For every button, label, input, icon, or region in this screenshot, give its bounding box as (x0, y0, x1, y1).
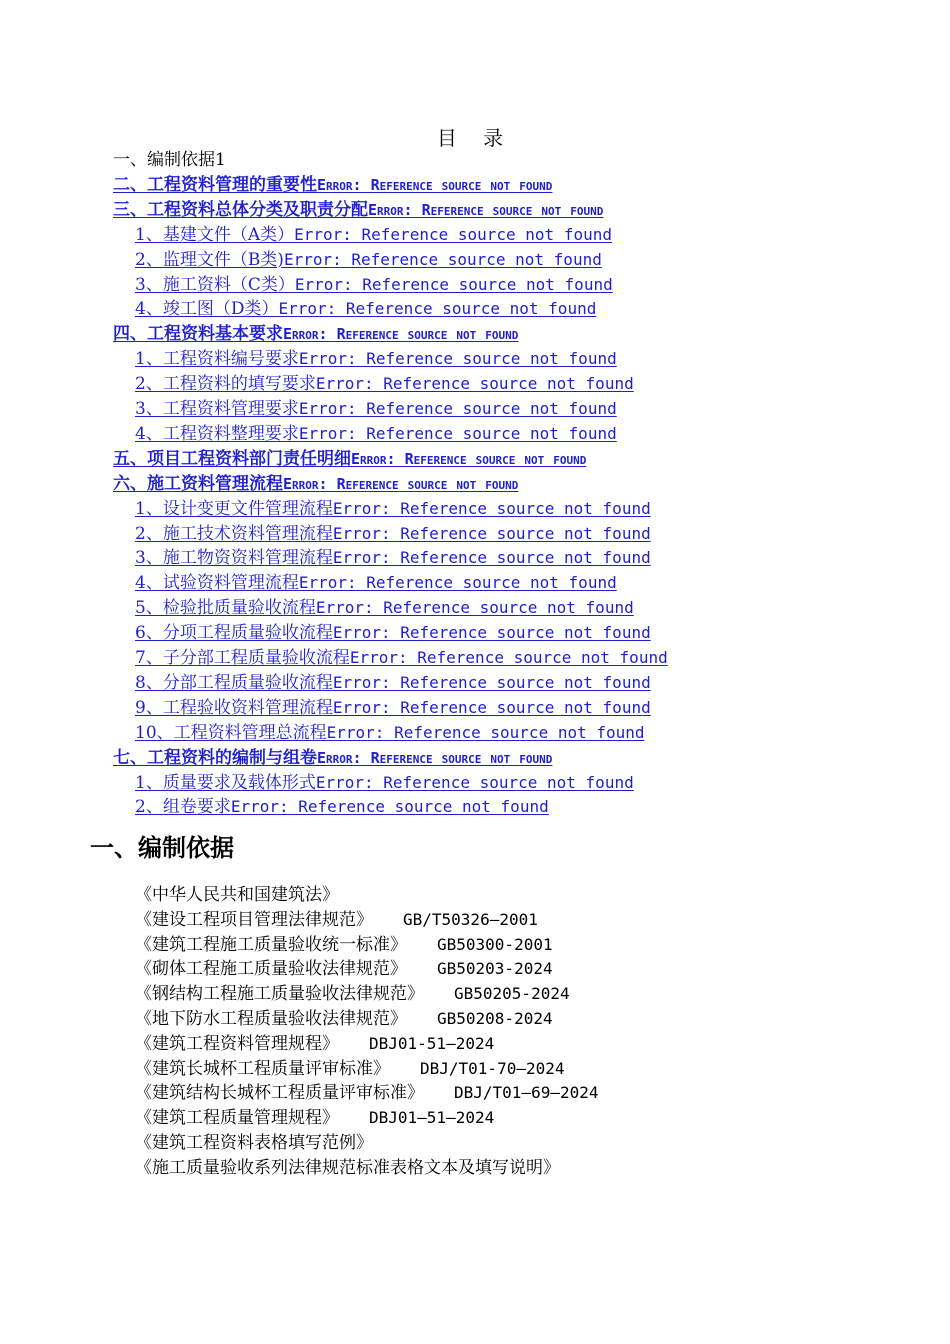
toc-entry-page-ref: Error: Reference source not found (278, 299, 597, 319)
toc-entry-title: 1、质量要求及载体形式 (135, 772, 316, 793)
toc-entry-title: 5、检验批质量验收流程 (135, 598, 316, 619)
reference-code: GB50205-2024 (454, 984, 570, 1004)
toc-entry-title: 1、设计变更文件管理流程 (135, 498, 333, 519)
reference-code: DBJ/T01-70—2024 (420, 1058, 565, 1078)
reference-item (135, 957, 553, 981)
reference-item (135, 1032, 494, 1056)
toc-entry-page-ref: Error: Reference source not found (326, 722, 645, 742)
reference-item (135, 1057, 565, 1081)
toc-entry-page-ref: Error: Reference source not found (351, 449, 587, 468)
toc-entry-page-ref: Error: Reference source not found (298, 423, 617, 443)
toc-entry-title: 8、分部工程质量验收流程 (135, 672, 333, 693)
toc-entry-page-ref: Error: Reference source not found (332, 697, 651, 717)
reference-item (135, 982, 570, 1006)
reference-code: DBJ/T01—69—2024 (454, 1083, 599, 1103)
reference-item (135, 933, 553, 957)
toc-entry-page-ref: Error: Reference source not found (332, 523, 651, 543)
toc-entry-page-ref: Error: Reference source not found (283, 249, 602, 269)
toc-entry[interactable] (135, 347, 617, 371)
reference-name: 《中华人民共和国建筑法》 (135, 885, 339, 905)
toc-entry[interactable] (135, 372, 634, 396)
reference-name: 《砌体工程施工质量验收法律规范》 (135, 959, 407, 980)
toc-entry[interactable] (135, 621, 651, 645)
toc-entry[interactable] (135, 646, 668, 670)
toc-entry[interactable] (113, 472, 518, 496)
toc-entry-title: 7、子分部工程质量验收流程 (135, 648, 350, 668)
toc-entry-title: 1、工程资料编号要求 (135, 349, 299, 370)
toc-entry-title: 四、工程资料基本要求 (113, 324, 283, 345)
reference-code: GB50203-2024 (437, 959, 553, 979)
reference-item (135, 1007, 553, 1031)
reference-name: 《施工质量验收系列法律规范标准表格文本及填写说明》 (135, 1157, 560, 1178)
reference-code: GB50208-2024 (437, 1009, 553, 1028)
reference-name: 《建筑工程资料表格填写范例》 (135, 1133, 373, 1153)
reference-name: 《建筑结构长城杯工程质量评审标准》 (135, 1083, 424, 1104)
toc-entry-title: 二、工程资料管理的重要性 (113, 174, 317, 195)
toc-entry[interactable] (135, 223, 612, 247)
toc-entry[interactable] (135, 696, 651, 720)
toc-entry[interactable] (135, 771, 634, 795)
toc-entry[interactable] (113, 322, 518, 346)
toc-entry[interactable] (135, 522, 651, 546)
reference-code: GB/T50326—2001 (403, 909, 538, 929)
toc-entry-title: 3、施工物资资料管理流程 (135, 548, 333, 569)
toc-entry-page-ref: Error: Reference source not found (332, 498, 651, 518)
reference-name: 《地下防水工程质量验收法律规范》 (135, 1009, 407, 1029)
reference-name: 《建筑工程施工质量验收统一标准》 (135, 934, 407, 955)
toc-entry-page-ref: Error: Reference source not found (294, 274, 613, 294)
reference-name: 《建筑工程质量管理规程》 (135, 1108, 339, 1129)
toc-entry-title: 4、工程资料整理要求 (135, 423, 299, 444)
toc-entry[interactable] (135, 297, 596, 321)
reference-item (135, 1081, 599, 1105)
toc-entry-page-ref: Error: Reference source not found (368, 200, 604, 219)
toc-entry[interactable] (135, 671, 651, 695)
reference-item (135, 1131, 373, 1155)
toc-entry[interactable] (113, 198, 603, 222)
reference-code: GB50300-2001 (437, 934, 553, 954)
toc-entry-page-ref: Error: Reference source not found (332, 548, 651, 568)
toc-entry-page-ref: Error: Reference source not found (315, 598, 634, 618)
toc-entry-page-ref: Error: Reference source not found (332, 672, 651, 692)
toc-entry-title: 9、工程验收资料管理流程 (135, 697, 333, 718)
reference-name: 《建筑工程资料管理规程》 (135, 1033, 339, 1054)
toc-entry[interactable] (135, 795, 549, 819)
toc-entry-title: 6、分项工程质量验收流程 (135, 623, 333, 644)
toc-entry[interactable] (135, 273, 613, 297)
toc-entry-title: 10、工程资料管理总流程 (135, 722, 327, 743)
toc-title: 目 录 (436, 126, 514, 150)
toc-entry-page-ref: Error: Reference source not found (317, 175, 553, 194)
reference-item (135, 1106, 494, 1130)
toc-entry-page-ref: Error: Reference source not found (349, 648, 668, 667)
toc-entry[interactable] (113, 173, 552, 197)
reference-name: 《建筑长城杯工程质量评审标准》 (135, 1058, 390, 1079)
toc-entry-page-ref: Error: Reference source not found (283, 325, 519, 344)
reference-code: DBJ01-51—2024 (369, 1033, 495, 1053)
toc-entry-page-ref: Error: Reference source not found (294, 224, 612, 244)
section-heading: 一、编制依据 (90, 834, 234, 862)
toc-entry-title: 4、竣工图（D类） (135, 299, 279, 320)
toc-entry-title: 三、工程资料总体分类及职责分配 (113, 199, 368, 220)
reference-item (135, 1156, 560, 1180)
toc-entry-page-ref: Error: Reference source not found (317, 748, 553, 767)
toc-entry-title: 2、监理文件（B类) (135, 249, 284, 270)
toc-entry-page-ref: Error: Reference source not found (283, 474, 519, 493)
toc-entry-page-ref: Error: Reference source not found (315, 772, 634, 792)
toc-entry-title: 一、编制依据 (113, 150, 215, 170)
toc-entry[interactable] (135, 422, 617, 446)
toc-entry[interactable] (113, 746, 552, 770)
toc-entry-page-ref: Error: Reference source not found (298, 573, 617, 593)
toc-entry-page-ref: 1 (215, 150, 226, 170)
toc-entry-page-ref: Error: Reference source not found (315, 374, 634, 394)
toc-entry-title: 六、施工资料管理流程 (113, 473, 283, 494)
toc-entry-title: 1、基建文件（A类） (135, 224, 295, 245)
toc-entry-title: 五、项目工程资料部门责任明细 (113, 448, 351, 469)
toc-entry (113, 148, 226, 172)
toc-entry-page-ref: Error: Reference source not found (332, 623, 651, 643)
reference-name: 《钢结构工程施工质量验收法律规范》 (135, 984, 424, 1005)
toc-entry-title: 2、施工技术资料管理流程 (135, 523, 333, 544)
toc-entry[interactable] (135, 397, 617, 421)
toc-entry[interactable] (135, 571, 617, 595)
toc-entry-title: 3、工程资料管理要求 (135, 399, 299, 419)
toc-entry[interactable] (135, 721, 645, 745)
reference-code: DBJ01—51—2024 (369, 1108, 495, 1128)
toc-entry[interactable] (135, 497, 651, 521)
toc-entry-title: 2、组卷要求 (135, 797, 231, 818)
toc-entry-page-ref: Error: Reference source not found (298, 349, 617, 369)
toc-entry-title: 2、工程资料的填写要求 (135, 374, 316, 395)
toc-entry-title: 3、施工资料（C类） (135, 274, 295, 295)
toc-entry[interactable] (135, 248, 602, 272)
reference-item (135, 883, 339, 907)
toc-entry[interactable] (135, 546, 651, 570)
toc-entry[interactable] (113, 447, 586, 471)
toc-entry-title: 4、试验资料管理流程 (135, 573, 299, 594)
toc-entry-page-ref: Error: Reference source not found (298, 399, 617, 418)
reference-item (135, 908, 538, 932)
toc-entry-page-ref: Error: Reference source not found (230, 797, 549, 817)
toc-entry-title: 七、工程资料的编制与组卷 (113, 747, 317, 768)
toc-entry[interactable] (135, 596, 634, 620)
reference-name: 《建设工程项目管理法律规范》 (135, 909, 373, 930)
